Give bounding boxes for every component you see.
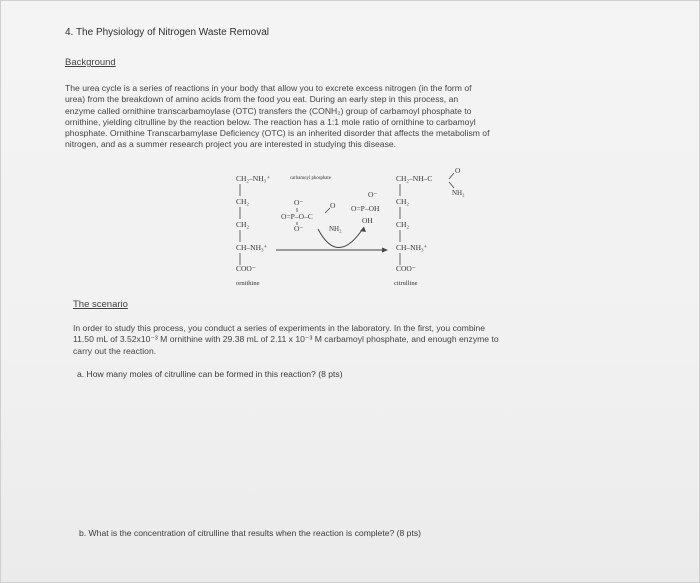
- scenario-line: 11.50 mL of 3.52x10⁻³ M ornithine with 29.38 mL of 2.11 x 10⁻³ M carbamoyl phosphate, and enough enzyme to: [73, 334, 499, 345]
- background-line: nitrogen, and as a summer research project you are interested in studying this disease.: [65, 139, 397, 150]
- ornithine-label: ornithine: [236, 280, 260, 287]
- scenario-heading: The scenario: [73, 299, 128, 310]
- orn-line: CH₂: [236, 220, 250, 229]
- background-line: urea) from the breakdown of amino acids from the food you eat. During an early step in this process, an: [65, 94, 459, 105]
- citrulline-structure: [394, 167, 465, 287]
- background-line: phosphate. Ornithine Transcarbamylase Deficiency (OTC) is an inherited disorder that affects the metabolism of: [65, 128, 490, 139]
- cp-mid: O=P–O–C: [281, 212, 313, 221]
- background-line: The urea cycle is a series of reactions in your body that allow you to excrete excess nitrogen (in the form of: [65, 83, 472, 93]
- cit-line: COO⁻: [396, 264, 416, 273]
- cit-nh2: NH₂: [452, 189, 465, 197]
- phosphate-structure: [351, 190, 380, 225]
- background-line: ornithine, yielding citrulline by the reaction below. The reaction has a 1:1 mole ratio of ornithine to carbamoyl: [65, 116, 476, 127]
- orn-line: COO⁻: [236, 264, 256, 273]
- reaction-arrow-head: [382, 248, 388, 253]
- cp-bottom: O⁻: [294, 224, 304, 233]
- question-b: b. What is the concentration of citrulline that results when the reaction is complete? (8 pts): [79, 528, 422, 538]
- orn-line: CH–NH₃⁺: [236, 243, 268, 252]
- cit-line: CH–NH₃⁺: [396, 243, 428, 252]
- cp-top: O⁻: [294, 198, 304, 207]
- cp-oxygen: O: [330, 201, 336, 210]
- orn-line: CH₂–NH₃⁺: [236, 174, 271, 183]
- background-paragraph: [65, 83, 643, 151]
- background-heading: Background: [65, 57, 116, 68]
- cp-nh2: NH₂: [329, 225, 342, 233]
- reaction-diagram: [226, 167, 486, 297]
- scenario-paragraph: [73, 323, 633, 357]
- scenario-line: In order to study this process, you conduct a series of experiments in the laboratory. In the first, you combine: [73, 323, 486, 333]
- background-line: enzyme called ornithine transcarbamoylase (OTC) transfers the (CONH₂) group of carbamoyl phosphate to: [65, 105, 472, 116]
- cit-oxygen: O: [455, 167, 461, 175]
- cit-line: CH₂: [396, 197, 410, 206]
- scenario-line: carry out the reaction.: [73, 345, 157, 356]
- cit-line: CH₂–NH–C: [396, 174, 433, 183]
- question-a: a. How many moles of citrulline can be formed in this reaction? (8 pts): [77, 369, 343, 379]
- orn-line: CH₂: [236, 197, 250, 206]
- pi-top: O⁻: [368, 190, 378, 199]
- citrulline-label: citrulline: [394, 280, 418, 287]
- cit-line: CH₂: [396, 220, 410, 229]
- pi-mid: O=P–OH: [351, 204, 380, 213]
- pi-bottom: OH: [362, 216, 373, 225]
- section-title: 4. The Physiology of Nitrogen Waste Removal: [65, 27, 269, 38]
- arrow-label: carbamoyl phosphate: [290, 176, 331, 181]
- ornithine-structure: [236, 174, 270, 287]
- carbamoyl-phosphate-structure: [281, 198, 342, 233]
